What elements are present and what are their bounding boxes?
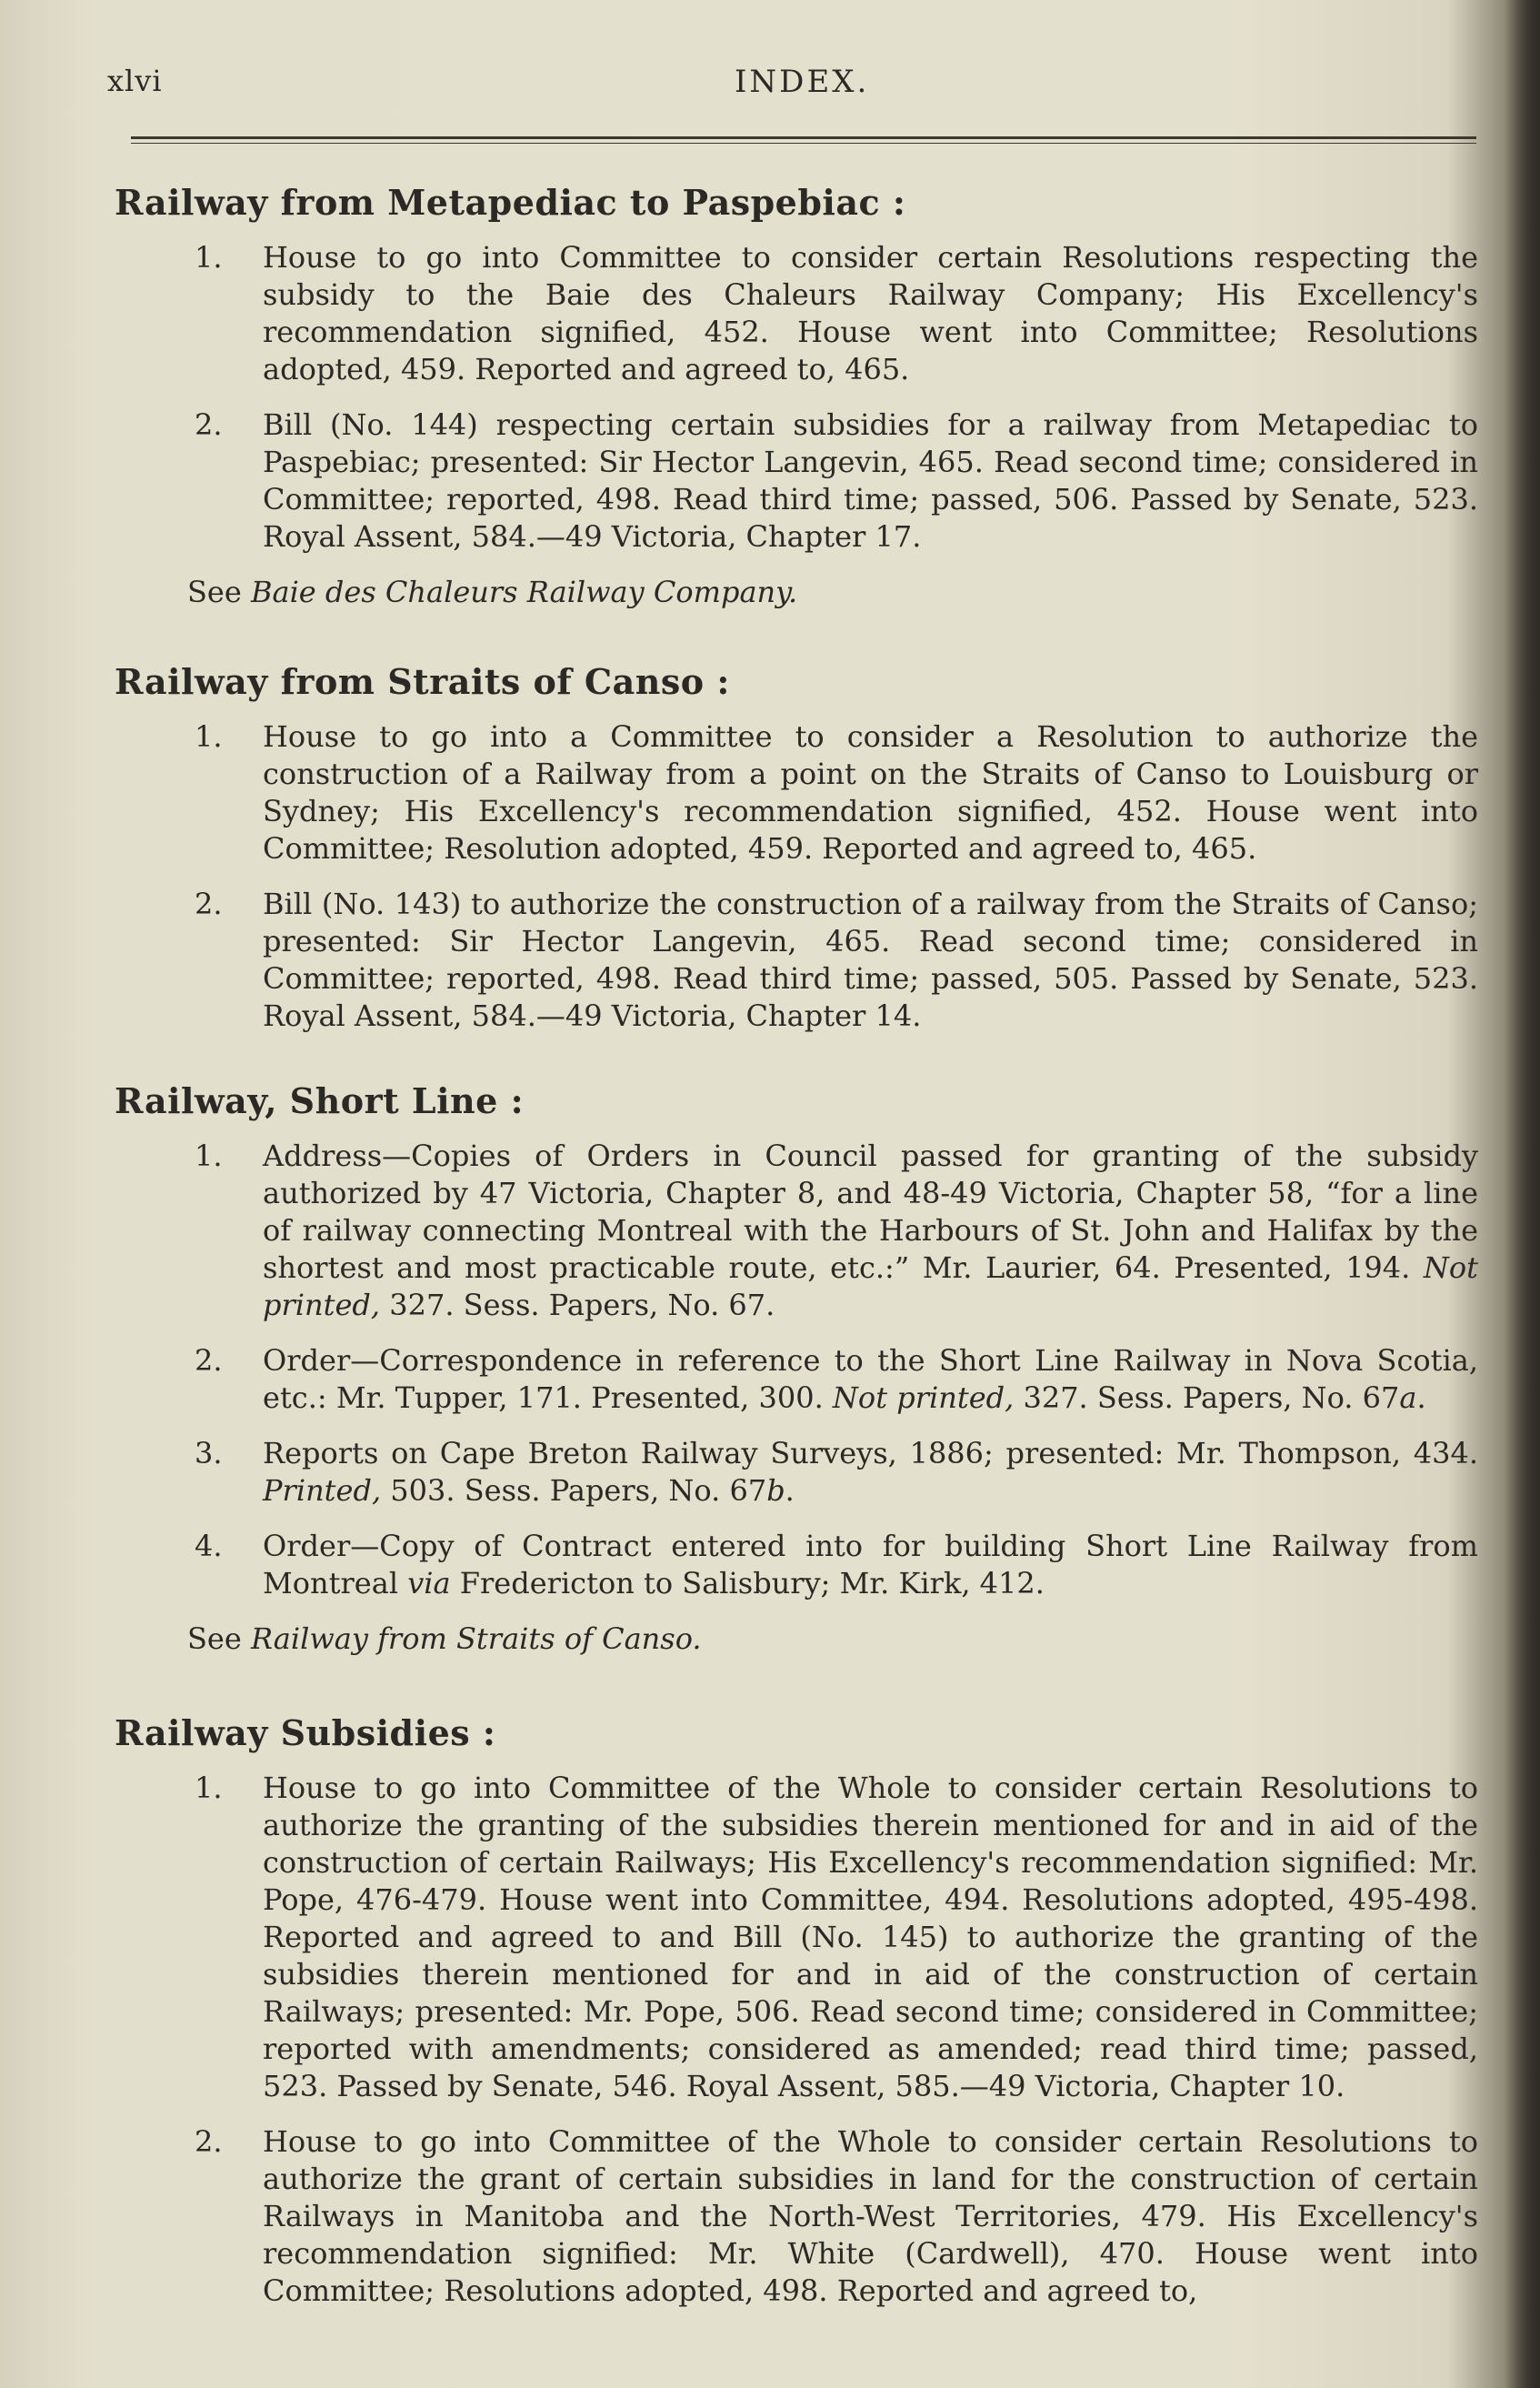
header-rule [131,136,1476,139]
index-entry [115,1435,1478,1510]
index-entry [115,718,1478,868]
index-entry [115,1528,1478,1602]
page-edge-shadow [1504,0,1540,2388]
entry-text: House to go into Committee of the Whole to consider certain Resolutions to authorize the granting of the subsidies therein mentioned for and in aid of the construction of certain Railways; His Excellency's recommendation signified: Mr. Pope, 476-479. House went into Committee, 494. Resolutions adopted, 495-498. Reported and agreed to and Bill (No. 145) to authorize the granting of the subsidies therein mentioned for and in aid of the construction of certain Railways; presented: Mr. Pope, 506. Read second time; considered in Committee; reported with amendments; considered as amended; read third time; passed, 523. Passed by Senate, 546. Royal Assent, 585.—49 Victoria, Chapter 10. [263,1771,1478,2103]
entry-text: House to go into Committee to consider certain Resolutions respecting the subsidy to the Baie des Chaleurs Railway Company; His Excellency's recommendation signified, 452. House went into Committee; Resolutions adopted, 459. Reported and agreed to, 465. [263,240,1478,386]
see-prefix: See [187,575,242,609]
page-number: xlvi [107,64,163,98]
entry-number: 1. [195,240,223,275]
entry-number: 3. [195,1436,223,1470]
index-entry [115,2123,1478,2310]
entry-number: 1. [195,1139,223,1173]
entry-number: 2. [195,2124,223,2159]
header-rule-thin [131,143,1476,144]
entry-text: Bill (No. 143) to authorize the construction of a railway from the Straits of Canso; presented: Sir Hector Langevin, 465. Read second time; considered in Committee; reported, 498. Read third time; passed, 505. Passed by Senate, 523. Royal Assent, 584.—49 Victoria, Chapter 14. [263,887,1478,1033]
see-reference: Railway from Straits of Canso. [250,1621,702,1656]
entry-text: Bill (No. 144) respecting certain subsidies for a railway from Metapediac to Paspebiac; presented: Sir Hector Langevin, 465. Read second time; considered in Committee; reported, 498. Read third time; passed, 506. Passed by Senate, 523. Royal Assent, 584.—49 Victoria, Chapter 17. [263,407,1478,554]
entry-number: 2. [195,407,223,442]
section-heading: Railway from Straits of Canso : [115,661,730,702]
index-section-metapediac [115,182,1478,611]
entry-text: Order—Correspondence in reference to the Short Line Railway in Nova Scotia, etc.: Mr. Tupper, 171. Presented, 300. Not printed, 327. Sess. Papers, No. 67a. [263,1343,1478,1415]
see-reference: Baie des Chaleurs Railway Company. [250,575,798,609]
page-header [107,64,1480,109]
index-entry [115,406,1478,556]
index-section-short-line [115,1080,1478,1658]
running-title: INDEX. [735,64,870,100]
index-entry [115,1342,1478,1417]
see-also [187,1620,1478,1658]
index-entry [115,1770,1478,2105]
entry-text: Reports on Cape Breton Railway Surveys, 1886; presented: Mr. Thompson, 434. Printed, 503. Sess. Papers, No. 67b. [263,1436,1478,1508]
section-heading: Railway from Metapediac to Paspebiac : [115,182,906,223]
entry-number: 2. [195,887,223,921]
index-entry [115,886,1478,1035]
entry-number: 1. [195,719,223,754]
see-also [187,574,1478,611]
index-entry [115,1138,1478,1324]
entry-text: Address—Copies of Orders in Council passed for granting of the subsidy authorized by 47 Victoria, Chapter 8, and 48-49 Victoria, Chapter 58, “for a line of railway connecting Montreal with the Harbours of St. John and Halifax by the shortest and most practicable route, etc.:” Mr. Laurier, 64. Presented, 194. Not printed, 327. Sess. Papers, No. 67. [263,1139,1478,1322]
entry-text: House to go into Committee of the Whole to consider certain Resolutions to authorize the grant of certain subsidies in land for the construction of certain Railways in Manitoba and the North-West Territories, 479. His Excellency's recommendation signified: Mr. White (Cardwell), 470. House went into Committee; Resolutions adopted, 498. Reported and agreed to, [263,2124,1478,2308]
section-heading: Railway Subsidies : [115,1712,496,1753]
entry-text: Order—Copy of Contract entered into for building Short Line Railway from Montreal via Fredericton to Salisbury; Mr. Kirk, 412. [263,1529,1478,1600]
index-content [115,182,1478,2328]
index-entry [115,239,1478,388]
see-prefix: See [187,1621,242,1656]
section-heading: Railway, Short Line : [115,1080,525,1121]
index-section-subsidies [115,1712,1478,2310]
entry-text: House to go into a Committee to consider a Resolution to authorize the construction of a Railway from a point on the Straits of Canso to Louisburg or Sydney; His Excellency's recommendation signified, 452. House went into Committee; Resolution adopted, 459. Reported and agreed to, 465. [263,719,1478,866]
entry-number: 4. [195,1529,223,1563]
entry-number: 1. [195,1771,223,1805]
index-section-canso [115,661,1478,1035]
entry-number: 2. [195,1343,223,1378]
